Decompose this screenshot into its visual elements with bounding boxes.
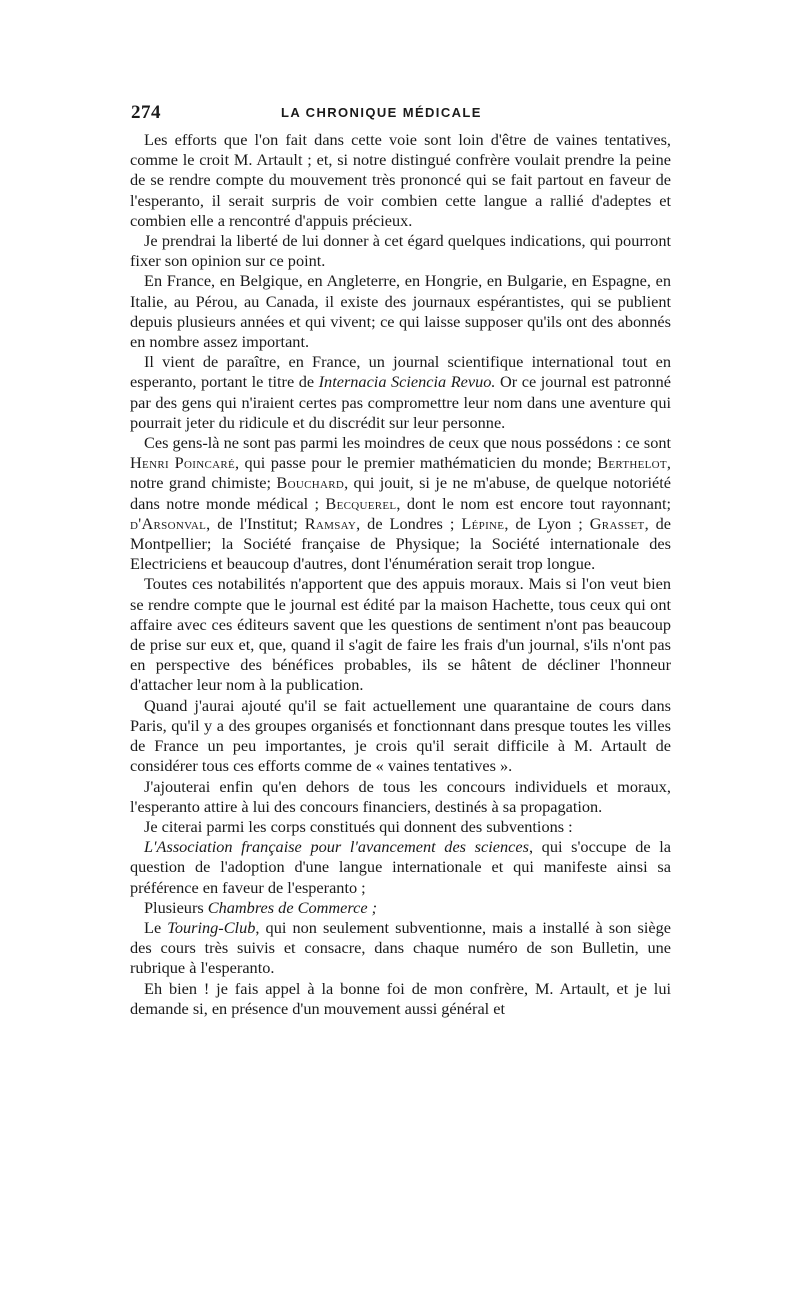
name-arsonval: d'Arsonval xyxy=(130,513,207,533)
paragraph-10-text-b: , qui s'occupe de la question de l'adoption d'une langue internationale et qui manifeste ainsi sa préférence en faveur de l'esperanto ; xyxy=(130,837,671,897)
paragraph-6: Toutes ces notabilités n'apportent que des appuis moraux. Mais si l'on veut bien se rendre compte que le journal est édité par la maison Hachette, tous ceux qui ont affaire avec ces éditeurs savent que les questions de sentiment n'ont pas beaucoup de prise sur eux et, que, quand il s'agit de faire les frais d'un journal, s'ils n'ont pas en perspective des bénéfices probables, ils se hâtent de décliner l'honneur d'attacher leur nom à la publication. xyxy=(130,574,671,695)
paragraph-10 xyxy=(130,837,671,898)
paragraph-5-text-i: , de Montpellier; la Société française de Physique; la Société internationale des Electriciens et beaucoup d'autres, dont l'énumération serait trop longue. xyxy=(130,513,671,574)
paragraph-5-text-h: , de Lyon ; xyxy=(504,513,590,533)
paragraph-4-text-a: Il vient de paraître, en France, un journal scientifique international tout en esperanto, portant le titre de xyxy=(130,352,671,392)
name-bouchard: Bouchard xyxy=(276,473,345,493)
name-berthelot: Berthelot xyxy=(597,453,667,473)
paragraph-11-text-a: Plusieurs xyxy=(144,897,208,917)
paragraph-4-text-b: Or ce journal est patronné par des gens qui n'iraient certes pas compromettre leur nom dans une aventure qui pourrait jeter du ridicule et du discrédit sur leur personne. xyxy=(130,372,671,432)
paragraph-5-text-d: , qui jouit, si je ne m'abuse, de quelque notoriété dans notre monde médical ; xyxy=(130,473,671,513)
page-header xyxy=(131,102,671,128)
name-grasset: Grasset xyxy=(589,513,645,533)
chambres-title: Chambres de Commerce ; xyxy=(207,897,378,917)
paragraph-5-text-a: Ces gens-là ne sont pas parmi les moindres de ceux que nous possédons : ce sont xyxy=(144,433,671,453)
name-becquerel: Becquerel xyxy=(325,493,397,513)
article-body xyxy=(130,130,671,1019)
paragraph-12 xyxy=(130,918,671,979)
name-lepine: Lépine xyxy=(461,513,505,533)
name-poincare: Henri Poincaré xyxy=(130,453,235,473)
paragraph-5-text-g: , de Londres ; xyxy=(356,513,462,533)
page-number: 274 xyxy=(131,102,161,123)
paragraph-4 xyxy=(130,352,671,433)
paragraph-5 xyxy=(130,433,671,574)
running-title: LA CHRONIQUE MÉDICALE xyxy=(281,105,482,120)
paragraph-8: J'ajouterai enfin qu'en dehors de tous les concours individuels et moraux, l'esperanto attire à lui des concours financiers, destinés à sa propagation. xyxy=(130,776,671,816)
paragraph-11 xyxy=(130,898,671,918)
paragraph-5-text-b: , qui passe pour le premier mathématicien du monde; xyxy=(235,453,598,473)
paragraph-9: Je citerai parmi les corps constitués qui donnent des subventions : xyxy=(144,816,573,836)
paragraph-1: Les efforts que l'on fait dans cette voie sont loin d'être de vaines tentatives, comme le croit M. Artault ; et, si notre distingué confrère voulait prendre la peine de se rendre compte du mouvement très prononcé qui se fait partout en faveur de l'esperanto, il serait surpris de voir combien cette langue a rallié d'adeptes et combien elle a rencontré d'appuis précieux. xyxy=(130,130,671,230)
association-title: L'Association française pour l'avancement des sciences xyxy=(144,837,529,857)
paragraph-7: Quand j'aurai ajouté qu'il se fait actuellement une quarantaine de cours dans Paris, qu'il y a des groupes organisés et fonctionnant dans presque toutes les villes de France un peu importantes, je crois qu'il serait difficile à M. Artault de considérer tous ces efforts comme de « vaines tentatives ». xyxy=(130,695,671,776)
journal-title: Internacia Sciencia Revuo. xyxy=(318,372,496,392)
name-ramsay: Ramsay xyxy=(304,513,357,533)
paragraph-13: Eh bien ! je fais appel à la bonne foi de mon confrère, M. Artault, et je lui demande si, en présence d'un mouvement aussi général et xyxy=(130,978,671,1018)
paragraph-12-text-b: , qui non seulement subventionne, mais a installé à son siège des cours très suivis et consacre, dans chaque numéro de son Bulletin, une rubrique à l'esperanto. xyxy=(130,917,671,978)
touring-club-title: Touring-Club xyxy=(167,917,256,937)
paragraph-5-text-e: , dont le nom est encore tout rayonnant; xyxy=(396,493,672,513)
paragraph-2: Je prendrai la liberté de lui donner à cet égard quelques indications, qui pourront fixer son opinion sur ce point. xyxy=(130,231,671,271)
paragraph-3: En France, en Belgique, en Angleterre, en Hongrie, en Bulgarie, en Espagne, en Italie, au Pérou, au Canada, il existe des journaux espérantistes, qui se publient depuis plusieurs années et qui vivent; ce qui laisse supposer qu'ils ont des abonnés en nombre assez important. xyxy=(130,271,671,352)
paragraph-5-text-c: , notre grand chimiste; xyxy=(130,453,671,493)
paragraph-5-text-f: , de l'Institut; xyxy=(206,513,305,533)
paragraph-12-text-a: Le xyxy=(144,917,168,937)
